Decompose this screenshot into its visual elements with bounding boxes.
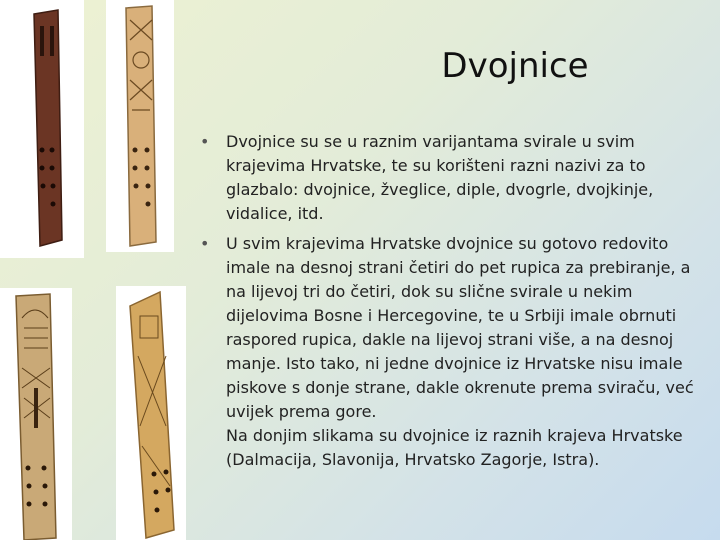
dvojnice-photo-dark	[0, 0, 84, 258]
bullet-continuation: Na donjim slikama su dvojnice iz raznih krajeva Hrvatske (Dalmacija, Slavonija, Hrvatsko Zagorje, Istra).	[226, 426, 683, 469]
dvojnice-photo-carved	[106, 0, 174, 252]
bullet-text: Dvojnice su se u raznim varijantama svirale u svim krajevima Hrvatske, te su korišteni razni nazivi za to glazbalo: dvojnice, žveglice, diple, dvogrle, dvojkinje, vidalice, itd.	[226, 132, 654, 223]
bullet-icon: •	[200, 234, 210, 253]
dvojnice-photo-engraved	[116, 286, 186, 540]
bullet-text: U svim krajevima Hrvatske dvojnice su gotovo redovito imale na desnoj strani četiri do pet rupica za prebiranje, a na lijevoj tri do četiri, dok su slične svirale u nekim dijelovima Bosne i Hercegovine, te u Srbiji imale obrnuti raspored rupica, dakle na lijevoj strani više, a na desnoj manje. Isto tako, ni jedne dvojnice iz Hrvatske nisu imale piskove s donje strane, dakle okrenute prema sviraču, već uvijek prema gore.	[226, 234, 694, 421]
bullet-list	[196, 130, 696, 472]
bullet-icon: •	[200, 132, 210, 151]
dvojnice-photo-ornamented	[0, 288, 72, 540]
bullet-item	[196, 232, 696, 472]
bullet-item	[196, 130, 696, 226]
slide-title: Dvojnice	[441, 46, 589, 86]
